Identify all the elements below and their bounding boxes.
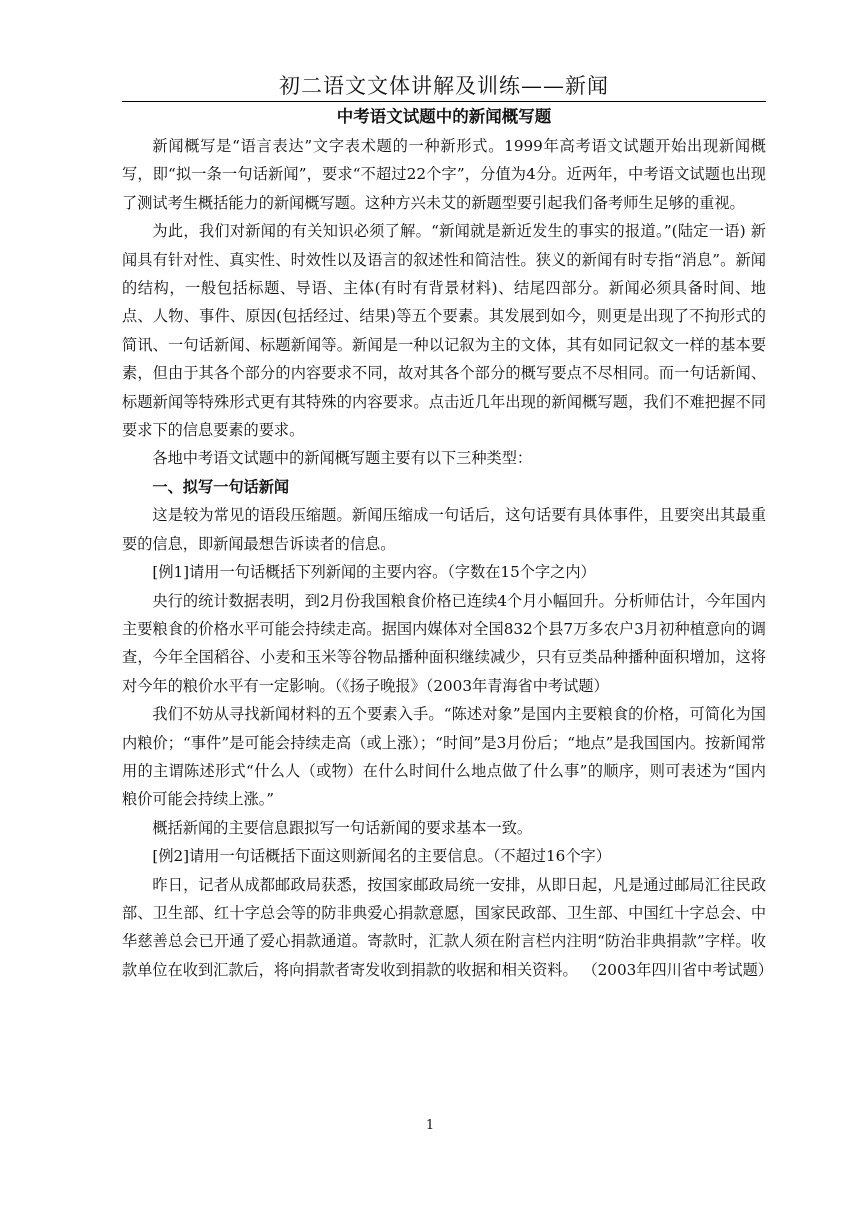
running-header: 初二语文文体讲解及训练——新闻 xyxy=(279,74,609,98)
paragraph-types-intro: 各地中考语文试题中的新闻概写题主要有以下三种类型： xyxy=(152,449,533,468)
header-rule xyxy=(122,101,766,102)
example-1-prompt: [例1]请用一句话概括下列新闻的主要内容。（字数在15个字之内） xyxy=(152,563,596,582)
section-heading-1: 一、拟写一句话新闻 xyxy=(152,477,290,496)
page-number: 1 xyxy=(425,1118,435,1133)
document-body xyxy=(122,132,773,984)
paragraph-intro: 新闻概写是“语言表达”文字表术题的一种新形式。1999年高考语文试题开始出现新闻概写，即“拟一条一句话新闻”，要求“不超过22个字”，分值为4分。近两年，中考语文试题也出现了测试考生概括能力的新闻概写题。这种方兴未艾的新题型要引起我们备考师生足够的重视。 xyxy=(122,137,766,212)
paragraph-news-knowledge: 为此，我们对新闻的有关知识必须了解。“新闻就是新近发生的事实的报道。”(陆定一语) 新闻具有针对性、真实性、时效性以及语言的叙述性和简洁性。狭义的新闻有时专指“消息”。新闻的结构，一般包括标题、导语、主体(有时有背景材料)、结尾四部分。新闻必须具备时间、地点、人物、事件、原因(包括经过、结果)等五个要素。其发展到如今，则更是出现了不拘形式的简讯、一句话新闻、标题新闻等。新闻是一种以记叙为主的文体，其有如同记叙文一样的基本要素，但由于其各个部分的内容要求不同，故对其各个部分的概写要点不尽相同。而一句话新闻、标题新闻等特殊形式更有其特殊的内容要求。点击近几年出现的新闻概写题，我们不难把握不同要求下的信息要素的要求。 xyxy=(122,222,766,440)
paragraph-summary-note: 概括新闻的主要信息跟拟写一句话新闻的要求基本一致。 xyxy=(152,818,533,837)
example-2-news: 昨日，记者从成都邮政局获悉，按国家邮政局统一安排，从即日起，凡是通过邮局汇往民政部、卫生部、红十字总会等的防非典爱心捐款意愿，国家民政部、卫生部、中国红十字总会、中华慈善总会已开通了爱心捐款通道。寄款时，汇款人须在附言栏内注明“防治非典捐款”字样。收款单位在收到汇款后，将向捐款者寄发收到捐款的收据和相关资料。 （2003年四川省中考试题） xyxy=(122,875,773,979)
document-title: 中考语文试题中的新闻概写题 xyxy=(336,107,552,126)
example-2-prompt: [例2]请用一句话概括下面这则新闻名的主要信息。（不超过16个字） xyxy=(152,847,611,866)
paragraph-section-1-desc: 这是较为常见的语段压缩题。新闻压缩成一句话后，这句话要有具体事件，且要突出其最重要的信息，即新闻最想告诉读者的信息。 xyxy=(122,506,766,553)
example-1-analysis: 我们不妨从寻找新闻材料的五个要素入手。“陈述对象”是国内主要粮食的价格，可简化为国内粮价；“事件”是可能会持续走高（或上涨）；“时间”是3月份后；“地点”是我国国内。按新闻常用的主谓陈述形式“什么人（或物）在什么时间什么地点做了什么事”的顺序，则可表述为“国内粮价可能会持续上涨。” xyxy=(122,705,766,809)
example-1-news: 央行的统计数据表明，到2月份我国粮食价格已连续4个月小幅回升。分析师估计，今年国内主要粮食的价格水平可能会持续走高。据国内媒体对全国832个县7万多农户3月初种植意向的调查，今年全国稻谷、小麦和玉米等谷物品播种面积继续减少，只有豆类品种播种面积增加，这将对今年的粮价水平有一定影响。（《扬子晚报》（2003年青海省中考试题） xyxy=(122,591,766,695)
